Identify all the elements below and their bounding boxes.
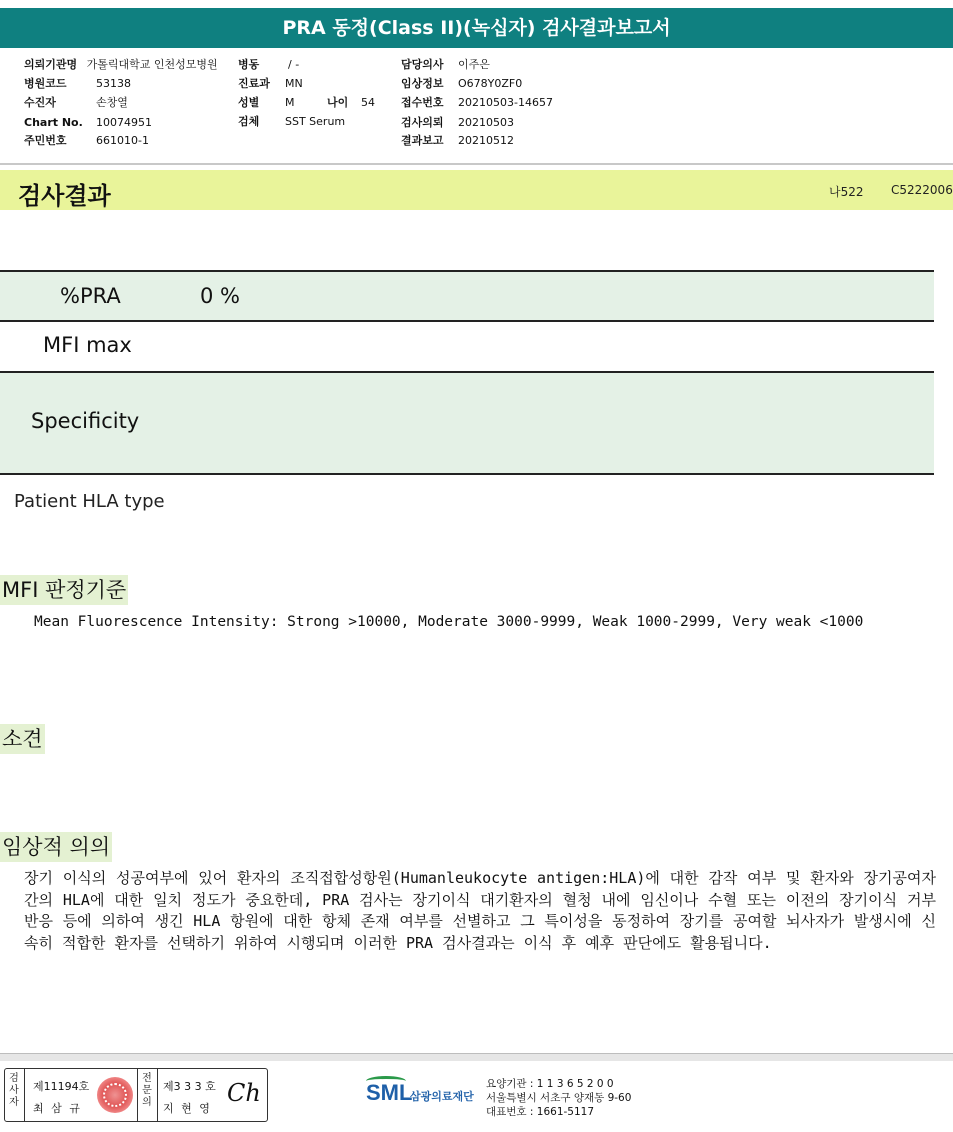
pra-label: %PRA bbox=[60, 284, 121, 308]
address: 서울특별시 서초구 양재동 9-60 bbox=[486, 1092, 632, 1104]
phone: 대표번호 : 1661-5117 bbox=[486, 1106, 595, 1118]
info-label: 나이 bbox=[327, 96, 349, 109]
signature-box bbox=[4, 1068, 268, 1122]
logo-text: SML bbox=[366, 1080, 413, 1105]
signature: Ch bbox=[227, 1079, 261, 1107]
info-label: 성별 bbox=[238, 96, 260, 109]
info-request-date bbox=[401, 116, 514, 129]
result-header bbox=[0, 170, 953, 210]
mfi-max-row bbox=[0, 322, 934, 373]
footer-divider bbox=[0, 1053, 953, 1061]
divider bbox=[0, 163, 953, 165]
info-label: 주민번호 bbox=[24, 134, 67, 147]
info-age bbox=[327, 96, 375, 109]
seal-stamp-icon bbox=[97, 1077, 133, 1113]
info-value: M bbox=[285, 96, 295, 109]
info-chart-no bbox=[24, 116, 152, 129]
info-label: Chart No. bbox=[24, 116, 83, 129]
info-label: 진료과 bbox=[238, 77, 270, 90]
info-value: O678Y0ZF0 bbox=[458, 77, 523, 90]
info-value: 661010-1 bbox=[96, 134, 149, 147]
specificity-label: Specificity bbox=[31, 409, 140, 433]
clinical-text: 장기 이식의 성공여부에 있어 환자의 조직접합성항원(Humanleukocyte antigen:HLA)에 대한 감작 여부 및 환자와 장기공여자간의 HLA에 대한 일치 정도가 중요한데, PRA 검사는 장기이식 대기환자의 혈청 내에 임신이나 수혈 또는 이전의 장기이식 거부반응 등에 의하여 생긴 HLA 항원에 대한 항체 존재 여부를 선별하고 그 특이성을 동정하여 장기를 공여할 뇌사자가 발생시에 신속히 적합한 환자를 선택하기 위하여 시행되며 이러한 PRA 검사결과는 이식 후 예후 판단에도 활용됩니다. bbox=[24, 869, 936, 952]
specificity-row bbox=[0, 373, 934, 475]
info-value: / - bbox=[288, 58, 300, 71]
sml-logo bbox=[366, 1076, 480, 1116]
clinical-heading: 임상적 의의 bbox=[0, 832, 112, 862]
info-department bbox=[238, 77, 303, 90]
info-specimen bbox=[238, 115, 346, 128]
result-code-2: C5222006 bbox=[891, 183, 953, 197]
info-receipt-no bbox=[401, 96, 553, 109]
result-code-1: 나522 bbox=[829, 185, 864, 199]
mfi-max-label: MFI max bbox=[43, 333, 132, 357]
info-value: 이주은 bbox=[458, 58, 490, 71]
info-label: 의뢰기관명 bbox=[24, 58, 78, 71]
info-label: 접수번호 bbox=[401, 96, 444, 109]
tester-name: 최 삼 규 bbox=[33, 1102, 82, 1115]
info-label: 결과보고 bbox=[401, 134, 444, 147]
divider bbox=[157, 1069, 158, 1121]
info-hospital-code bbox=[24, 77, 131, 90]
report-title: PRA 동정(Class II)(녹십자) 검사결과보고서 bbox=[0, 8, 953, 48]
specialist-license-no: 제3 3 3 호 bbox=[163, 1080, 216, 1093]
institution-code: 요양기관 : 1 1 3 6 5 2 0 0 bbox=[486, 1078, 614, 1090]
info-value: 10074951 bbox=[96, 116, 152, 129]
patient-hla-label: Patient HLA type bbox=[14, 491, 165, 512]
opinion-heading: 소견 bbox=[0, 724, 45, 754]
mfi-criteria-heading: MFI 판정기준 bbox=[0, 575, 128, 605]
info-institution bbox=[24, 58, 218, 71]
info-value: 53138 bbox=[96, 77, 131, 90]
info-value: SST Serum bbox=[285, 115, 346, 128]
info-value: 가톨릭대학교 인천성모병원 bbox=[86, 58, 218, 71]
divider bbox=[24, 1069, 25, 1121]
info-physician bbox=[401, 58, 490, 71]
info-value: MN bbox=[285, 77, 303, 90]
pra-row bbox=[0, 270, 934, 322]
tester-vertical-label: 검사자 bbox=[9, 1073, 19, 1108]
info-sex bbox=[238, 96, 295, 109]
info-report-date bbox=[401, 134, 514, 147]
info-label: 병동 bbox=[238, 58, 260, 71]
specialist-vertical-label: 전문의 bbox=[142, 1073, 152, 1108]
specialist-name: 지 현 영 bbox=[163, 1102, 212, 1115]
info-value: 54 bbox=[361, 96, 375, 109]
info-label: 임상정보 bbox=[401, 77, 444, 90]
mfi-criteria-text: Mean Fluorescence Intensity: Strong >10000, Moderate 3000-9999, Weak 1000-2999, Very weak <1000 bbox=[34, 614, 864, 630]
info-label: 검사의뢰 bbox=[401, 116, 444, 129]
info-label: 담당의사 bbox=[401, 58, 444, 71]
info-patient-name bbox=[24, 96, 128, 109]
pra-value: 0 % bbox=[200, 284, 240, 308]
info-label: 병원코드 bbox=[24, 77, 67, 90]
info-ward bbox=[238, 58, 300, 71]
info-value: 20210503 bbox=[458, 116, 514, 129]
tester-license-no: 제11194호 bbox=[33, 1080, 90, 1093]
result-title: 검사결과 bbox=[18, 182, 111, 210]
info-clinical-info bbox=[401, 77, 523, 90]
info-value: 손창열 bbox=[96, 96, 128, 109]
info-resident-no bbox=[24, 134, 149, 147]
info-label: 수진자 bbox=[24, 96, 56, 109]
info-label: 검체 bbox=[238, 115, 260, 128]
logo-name: 삼광의료재단 bbox=[410, 1090, 474, 1103]
info-value: 20210503-14657 bbox=[458, 96, 553, 109]
info-value: 20210512 bbox=[458, 134, 514, 147]
